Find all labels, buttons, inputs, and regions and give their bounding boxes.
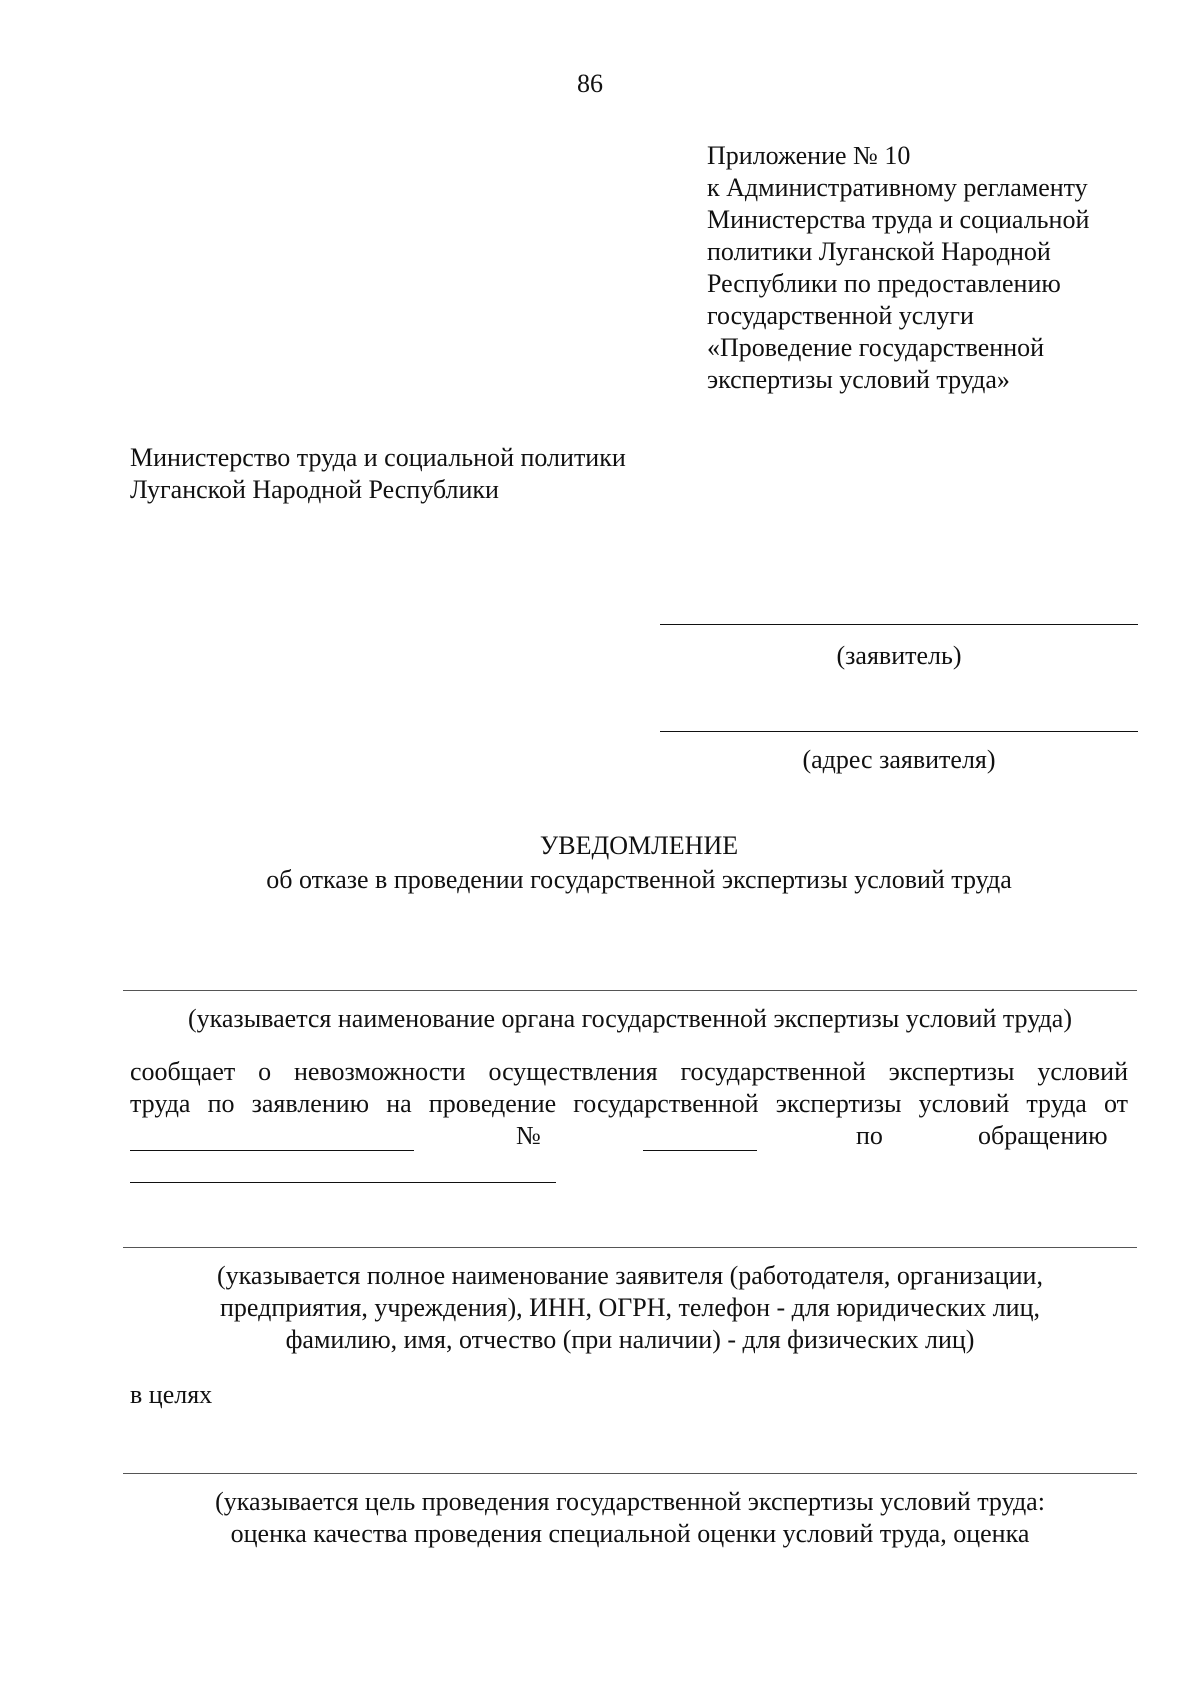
notice-subtitle: об отказе в проведении государственной экспертизы условий труда [266, 865, 1012, 894]
applicant-address-caption: (адрес заявителя) [802, 745, 996, 774]
appeal-blank [130, 1182, 556, 1183]
number-blank [643, 1150, 757, 1151]
appendix-line: политики Луганской Народной [707, 237, 1051, 266]
purpose-caption-line: (указывается цель проведения государственной экспертизы условий труда: [215, 1487, 1045, 1516]
applicant-details-line-text: фамилию, имя, отчество (при наличии) - для физических лиц) [285, 1325, 975, 1354]
ministry-block [130, 442, 750, 506]
number-sign: № [516, 1121, 541, 1150]
purpose-line [123, 1473, 1137, 1474]
page-number: 86 [577, 69, 603, 98]
applicant-address-line [660, 731, 1138, 732]
body-line-2: труда по заявлению на проведение государственной экспертизы условий труда от [130, 1089, 1128, 1118]
notice-title: УВЕДОМЛЕНИЕ [539, 831, 739, 860]
body-line-1: сообщает о невозможности осуществления государственной экспертизы условий [130, 1057, 1128, 1086]
appendix-line: к Административному регламенту [707, 173, 1088, 202]
appendix-line: экспертизы условий труда» [707, 365, 1010, 394]
appendix-line: Министерства труда и социальной [707, 205, 1090, 234]
appendix-line: государственной услуги [707, 301, 974, 330]
appendix-heading [707, 140, 1187, 396]
purpose-caption-line: оценка качества проведения специальной оценки условий труда, оценка [230, 1519, 1030, 1548]
applicant-line [660, 624, 1138, 625]
appendix-line: Приложение № 10 [707, 141, 911, 170]
applicant-details-caption [123, 1260, 1137, 1356]
word-appeal: обращению [978, 1121, 1108, 1150]
appendix-line: «Проведение государственной [707, 333, 1045, 362]
applicant-details-line-text: (указывается полное наименование заявителя (работодателя, организации, [217, 1261, 1043, 1290]
purpose-label: в целях [130, 1380, 213, 1409]
organ-caption: (указывается наименование органа государственной экспертизы условий труда) [188, 1004, 1072, 1033]
applicant-details-line-text: предприятия, учреждения), ИНН, ОГРН, телефон - для юридических лиц, [220, 1293, 1040, 1322]
ministry-line: Луганской Народной Республики [130, 475, 499, 504]
applicant-caption: (заявитель) [836, 641, 962, 670]
applicant-details-line [123, 1247, 1137, 1248]
word-po: по [856, 1121, 883, 1150]
purpose-caption [123, 1486, 1137, 1550]
body-text [130, 1056, 1128, 1120]
ministry-line: Министерство труда и социальной политики [130, 443, 626, 472]
organ-line [123, 990, 1137, 991]
appendix-line: Республики по предоставлению [707, 269, 1061, 298]
date-blank [130, 1150, 414, 1151]
